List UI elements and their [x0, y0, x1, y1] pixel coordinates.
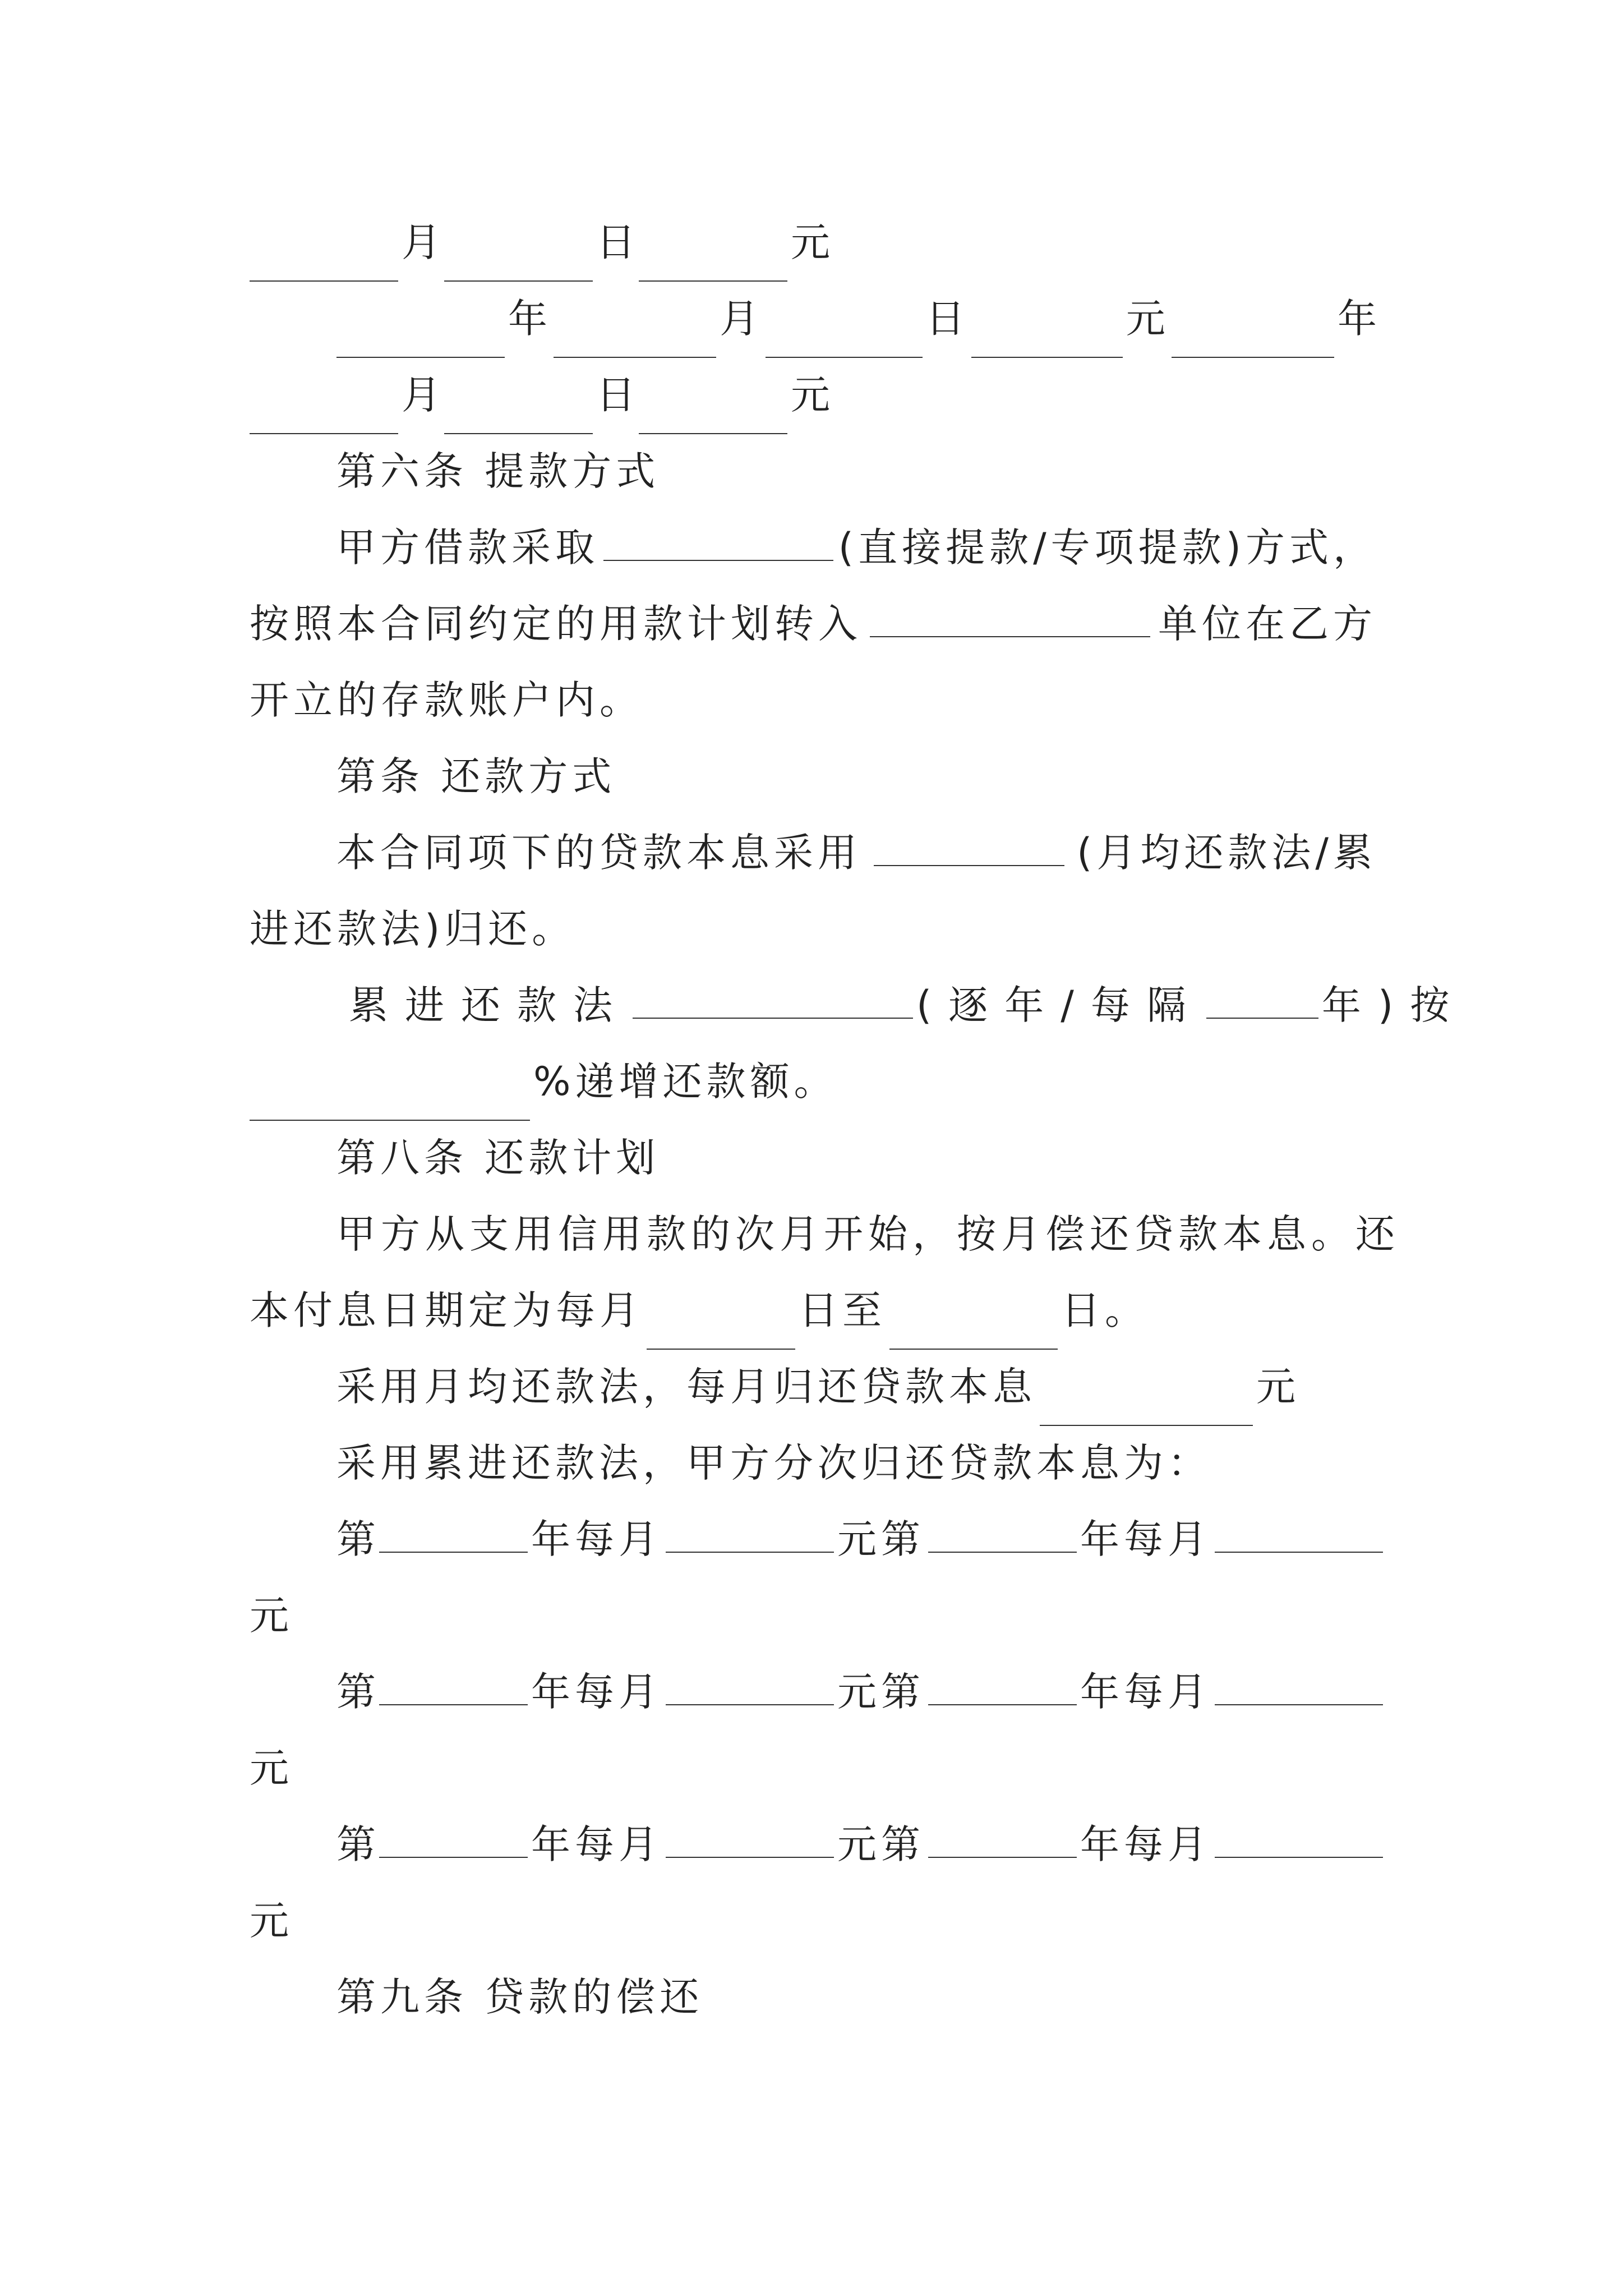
blank-field[interactable] [444, 386, 593, 434]
blank-field[interactable] [379, 1504, 528, 1553]
article-7-heading: 第条 还款方式 [336, 753, 616, 799]
paragraph-line: 进还款法)归还。 [250, 906, 576, 952]
blank-field[interactable] [666, 1657, 834, 1705]
article-6-heading: 第六条 提款方式 [336, 448, 660, 494]
text: 元 [791, 372, 830, 418]
paragraph-line [336, 966, 1467, 1045]
blank-field[interactable] [336, 310, 505, 358]
text: 按照本合同约定的用款计划转入 [250, 601, 862, 647]
text: 年)按 [1321, 982, 1467, 1028]
paragraph-line [250, 1042, 1377, 1121]
blank-field[interactable] [1215, 1810, 1383, 1858]
blank-field[interactable] [250, 1073, 530, 1121]
blank-field[interactable] [1172, 310, 1334, 358]
blank-field[interactable] [444, 233, 593, 282]
text: 本合同项下的贷款本息采用 [336, 830, 861, 876]
paragraph-line [250, 585, 1377, 663]
text: 月 [720, 296, 759, 342]
blank-field[interactable] [928, 1810, 1077, 1858]
paragraph-line [336, 1347, 1377, 1426]
schedule-line [336, 1653, 1377, 1731]
schedule-line-end: 元 [250, 1745, 289, 1791]
paragraph-line [336, 813, 1377, 892]
text: %递增还款额。 [533, 1059, 838, 1105]
text: 年每月 [1080, 1669, 1211, 1715]
text: 甲方借款采取 [336, 524, 599, 570]
schedule-line-end: 元 [250, 1898, 289, 1944]
schedule-line [336, 1500, 1377, 1579]
blank-field[interactable] [1206, 970, 1318, 1019]
blank-field[interactable] [766, 310, 923, 358]
date-amount-line [250, 356, 1377, 434]
blank-field[interactable] [666, 1504, 834, 1553]
blank-field[interactable] [639, 386, 787, 434]
blank-field[interactable] [1215, 1657, 1383, 1705]
blank-field[interactable] [603, 513, 833, 561]
blank-field[interactable] [639, 233, 787, 282]
text: 元第 [837, 1516, 925, 1562]
text: 日 [596, 219, 635, 265]
text: 第 [336, 1821, 376, 1867]
blank-field[interactable] [928, 1504, 1077, 1553]
schedule-line [336, 1805, 1377, 1884]
article-9-heading: 第九条 贷款的偿还 [336, 1974, 704, 2020]
blank-field[interactable] [889, 1301, 1058, 1350]
text: (逐年/每隔 [916, 982, 1203, 1028]
text: 元第 [837, 1669, 925, 1715]
blank-field[interactable] [666, 1810, 834, 1858]
text: 日至 [799, 1287, 886, 1333]
paragraph-line: 开立的存款账户内。 [250, 677, 643, 723]
text: 日。 [1061, 1287, 1149, 1333]
blank-field[interactable] [633, 970, 913, 1019]
text: 第 [336, 1669, 376, 1715]
article-8-heading: 第八条 还款计划 [336, 1135, 660, 1181]
text: 年 [508, 296, 547, 342]
blank-field[interactable] [928, 1657, 1077, 1705]
text: 月 [402, 372, 441, 418]
schedule-line-end: 元 [250, 1593, 289, 1639]
blank-field[interactable] [379, 1810, 528, 1858]
text: (月均还款法/累 [1077, 830, 1377, 876]
paragraph-line [336, 508, 1377, 587]
text: 日 [925, 296, 965, 342]
text: 元 [1256, 1364, 1295, 1410]
paragraph-line: 采用累进还款法，甲方分次归还贷款本息为： [336, 1440, 1211, 1486]
text: 日 [596, 372, 635, 418]
text: 第 [336, 1516, 376, 1562]
text: 年 [1338, 296, 1377, 342]
text: 年每月 [1080, 1516, 1211, 1562]
blank-field[interactable] [647, 1301, 795, 1350]
blank-field[interactable] [870, 589, 1150, 637]
text: 单位在乙方 [1158, 601, 1377, 647]
blank-field[interactable] [971, 310, 1123, 358]
date-amount-line [250, 203, 1377, 282]
blank-field[interactable] [250, 233, 398, 282]
blank-field[interactable] [554, 310, 716, 358]
blank-field[interactable] [1040, 1378, 1253, 1426]
text: 年每月 [531, 1821, 662, 1867]
text: 本付息日期定为每月 [250, 1287, 643, 1333]
text: (直接提款/专项提款)方式， [838, 524, 1377, 570]
date-amount-line [336, 279, 1377, 358]
text: 年每月 [1080, 1821, 1211, 1867]
blank-field[interactable] [250, 386, 398, 434]
paragraph-line [250, 1271, 1377, 1350]
text: 年每月 [531, 1669, 662, 1715]
blank-field[interactable] [379, 1657, 528, 1705]
text: 元 [791, 219, 830, 265]
paragraph-line: 甲方从支用信用款的次月开始，按月偿还贷款本息。还 [336, 1211, 1400, 1257]
text: 元 [1126, 296, 1165, 342]
text: 年每月 [531, 1516, 662, 1562]
text: 累进还款法 [349, 982, 629, 1028]
text: 采用月均还款法，每月归还贷款本息 [336, 1364, 1036, 1410]
blank-field[interactable] [874, 818, 1064, 866]
text: 元第 [837, 1821, 925, 1867]
text: 月 [402, 219, 441, 265]
blank-field[interactable] [1215, 1504, 1383, 1553]
